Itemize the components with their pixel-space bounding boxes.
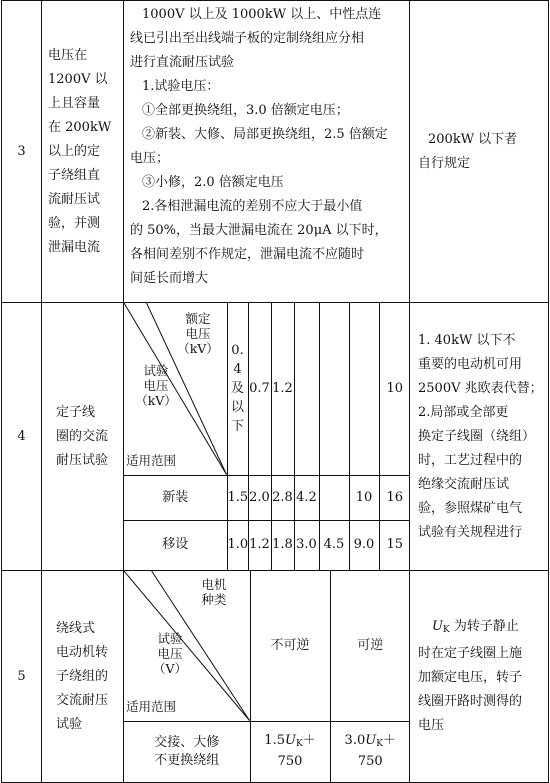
remark: 1. 40kW 以下不 重要的电动机可用 2500V 兆欧表代替； 2.局部或全部更 换定子线圈（绕组） 时，工艺过程中的 绝缘交流耐压试 验，参照煤矿电气 试验有关规程进行: [410, 303, 549, 571]
subtable-row-new: 新装 1.5 2.0 2.8 4.2 10 16: [124, 475, 410, 520]
test-item-name: 定子线 圈的交流 耐压试验: [42, 303, 124, 571]
col-irreversible: 不可逆: [250, 571, 330, 721]
table-row-5: [2, 571, 549, 783]
voltage-col-10: 10: [379, 303, 410, 475]
stator-voltage-subtable: [124, 303, 410, 570]
motor-type-label: 电机 种类: [201, 577, 227, 607]
row-label: 移设: [124, 520, 227, 570]
row-number: 5: [2, 571, 42, 783]
applicable-range-label: 适用范围: [126, 453, 177, 468]
voltage-col-empty: [349, 303, 379, 475]
subtable-row-relocate: 移设 1.0 1.2 1.8 3.0 4.5 9.0 15: [124, 520, 410, 570]
test-requirement: 1000V 以上及 1000kW 以上、中性点连 线已引出至出线端子板的定制绕组应分相 进行直流耐压试验 1.试验电压： ①全部更换绕组，3.0 倍额定电压； ②新装、大修、局部更换绕组，2.5 倍额定 电压； ③小修，2.0 倍额定电压 2.各相泄漏电流的差别不应大于最小值 的 50%，当最大泄漏电流在 20μA 以下时， 各相间差别不作规定，泄漏电流不应随时 间延长而增大: [124, 1, 410, 303]
test-item-name: 绕线式 电动机转 子绕组的 交流耐压 试验: [42, 571, 124, 783]
voltage-col-0.4: 0. 4 及 以 下: [227, 303, 248, 475]
value-irreversible: 1.5UK＋ 750: [250, 721, 330, 782]
voltage-col-empty: [319, 303, 349, 475]
applicable-range-label: 适用范围: [126, 699, 177, 714]
subtable-row-handover: [124, 721, 410, 782]
voltage-col-1.2: 1.2: [271, 303, 294, 475]
table-row-4: [2, 303, 549, 571]
table-row-3: [2, 1, 549, 303]
diagonal-header: [124, 303, 227, 475]
remark: 200kW 以下者 自行规定: [410, 1, 549, 303]
col-reversible: 可逆: [330, 571, 410, 721]
test-item-name: 电压在 1200V 以 上且容量 在 200kW 以上的定 子绕组直 流耐压试 验，并测 泄漏电流: [42, 1, 124, 303]
row-number: 3: [2, 1, 42, 303]
rotor-voltage-subtable-cell: [124, 571, 410, 783]
row-label: 交接、大修 不更换绕组: [124, 721, 250, 782]
voltage-col-0.7: 0.7: [248, 303, 271, 475]
voltage-subtable-cell: [124, 303, 410, 571]
rated-voltage-label: 额定 电压 （kV）: [177, 311, 219, 356]
remark: UK 为转子静止 时在定子线圈上施 加额定电压，转子 线圈开路时测得的 电压: [410, 571, 549, 783]
rotor-voltage-subtable: [124, 571, 410, 782]
test-voltage-label: 试验 电压 （V）: [152, 631, 188, 676]
test-spec-table: [1, 0, 549, 783]
row-number: 4: [2, 303, 42, 571]
voltage-col-empty: [294, 303, 319, 475]
test-voltage-label: 试验 电压 （kV）: [135, 363, 177, 408]
row-label: 新装: [124, 475, 227, 520]
diagonal-header: [124, 571, 250, 721]
value-reversible: 3.0UK＋ 750: [330, 721, 410, 782]
